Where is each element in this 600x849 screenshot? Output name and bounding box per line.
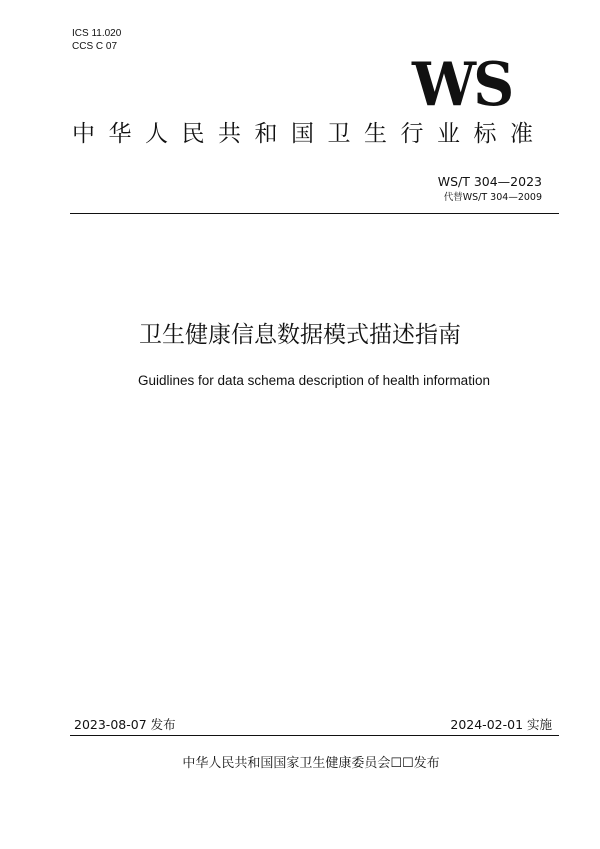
ics-code: ICS 11.020	[72, 28, 122, 39]
ws-logo: WS	[412, 50, 512, 120]
document-title-en: Guidlines for data schema description of health information	[138, 373, 490, 388]
top-divider	[70, 213, 559, 214]
standard-number: WS/T 304—2023	[437, 174, 542, 189]
classification-codes	[72, 27, 121, 53]
issuing-authority: 中华人民共和国国家卫生健康委员会☐☐发布	[182, 756, 440, 771]
replaces-standard: 代替WS/T 304—2009	[443, 192, 542, 203]
document-title-cn: 卫生健康信息数据模式描述指南	[139, 322, 461, 348]
implement-date: 2024-02-01 实施	[450, 717, 552, 732]
ccs-code: CCS C 07	[72, 41, 118, 52]
publish-date: 2023-08-07 发布	[74, 717, 176, 732]
bottom-divider	[70, 735, 559, 736]
standard-org-title: 中华人民共和国卫生行业标准	[72, 121, 547, 147]
